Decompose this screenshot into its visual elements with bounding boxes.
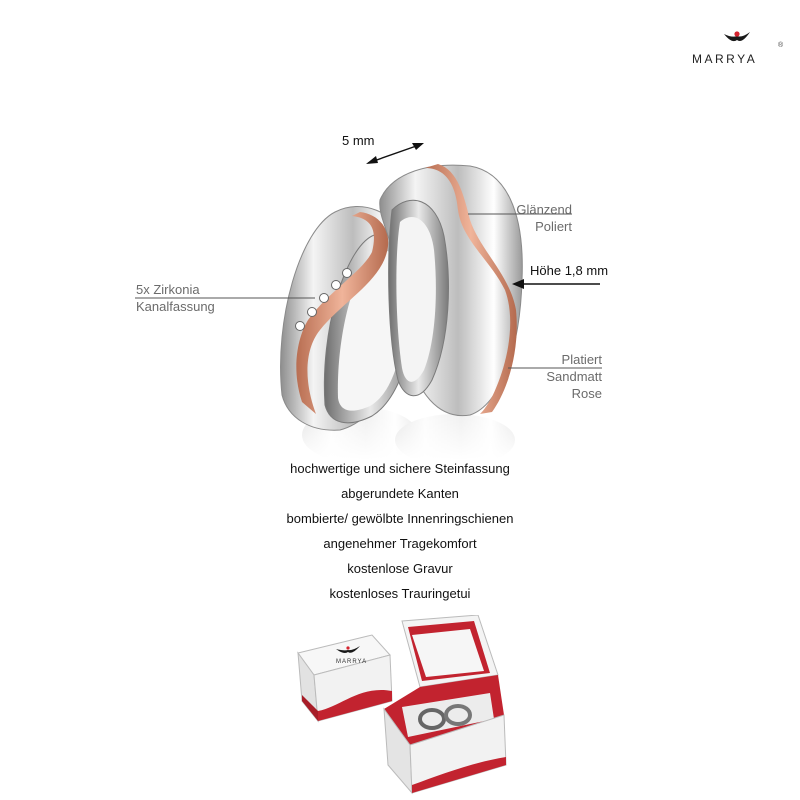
feature-item: abgerundete Kanten (341, 486, 459, 501)
height-arrow (512, 279, 600, 289)
feature-item: kostenloses Trauringetui (329, 586, 471, 601)
width-label: 5 mm (342, 133, 375, 148)
open-box (384, 615, 506, 793)
stones-label (136, 281, 215, 315)
finish-top-line-2: Poliert (535, 219, 572, 234)
width-arrow (366, 143, 424, 164)
feature-item: bombierte/ gewölbte Innenringschienen (286, 511, 514, 526)
finish-bottom-line-1: Platiert (561, 352, 602, 367)
finish-bottom-line-2: Sandmatt (546, 369, 602, 384)
ring-box-illustration (290, 615, 520, 800)
finish-top-line-1: Glänzend (516, 202, 572, 217)
finish-bottom-label (502, 351, 602, 402)
closed-box (298, 635, 392, 721)
finish-bottom-line-3: Rose (571, 386, 602, 401)
feature-item: hochwertige und sichere Steinfassung (290, 461, 510, 476)
feature-item: angenehmer Tragekomfort (323, 536, 477, 551)
stones-line-1: 5x Zirkonia (136, 282, 200, 297)
registered-mark: ® (778, 42, 784, 49)
feature-item: kostenlose Gravur (347, 561, 453, 576)
height-label: Höhe 1,8 mm (530, 263, 609, 278)
finish-top-label (472, 201, 572, 235)
feature-list (200, 456, 600, 606)
box-brand-text: MARRYA (336, 659, 368, 665)
stones-line-2: Kanalfassung (136, 299, 215, 314)
brand-name: MARRYA (692, 52, 758, 66)
